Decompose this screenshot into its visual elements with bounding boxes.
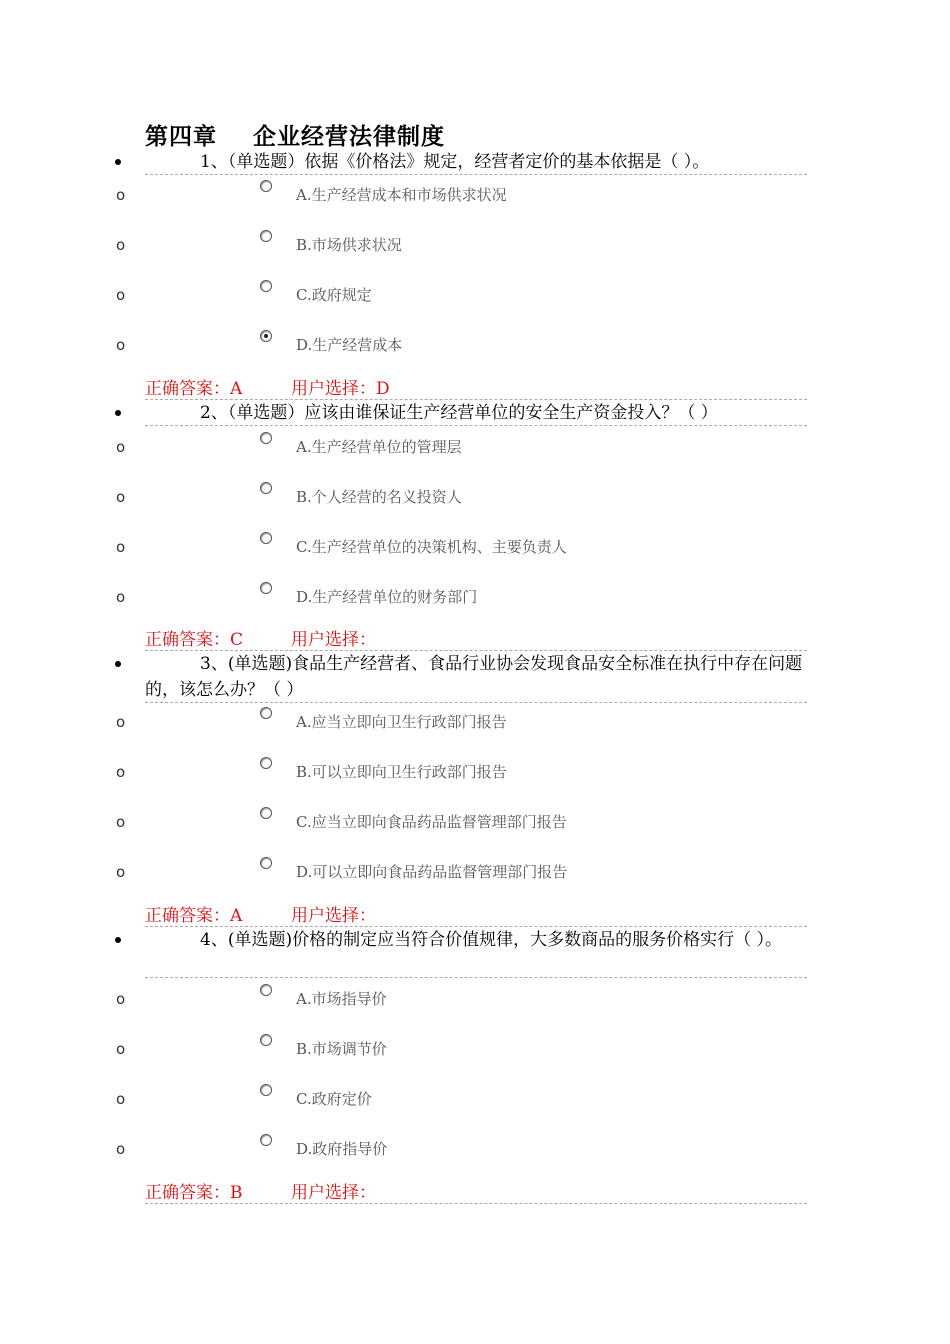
question-text (145, 149, 810, 175)
radio-option-d[interactable] (260, 857, 272, 869)
bullet-marker (115, 159, 121, 165)
radio-option-c[interactable] (260, 1084, 272, 1096)
option-label: A.市场指导价 (296, 990, 387, 1008)
option-label: D.政府指导价 (296, 1140, 388, 1158)
bullet-marker (115, 661, 121, 667)
question-text (145, 651, 810, 703)
radio-option-b[interactable] (260, 757, 272, 769)
sub-list-marker: o (116, 336, 126, 354)
sub-list-marker: o (116, 538, 126, 556)
question-text (145, 927, 810, 953)
option-label: D.生产经营成本 (296, 336, 403, 354)
dashed-divider (145, 425, 807, 426)
radio-option-b[interactable] (260, 1034, 272, 1046)
correct-answer: 正确答案：B (145, 1183, 243, 1203)
user-choice: 用户选择： (291, 630, 376, 650)
user-choice: 用户选择： (291, 906, 376, 926)
sub-list-marker: o (116, 186, 126, 204)
sub-list-marker: o (116, 1090, 126, 1108)
sub-list-marker: o (116, 713, 126, 731)
option-label: C.生产经营单位的决策机构、主要负责人 (296, 538, 567, 556)
option-label: A.生产经营单位的管理层 (296, 438, 462, 456)
dashed-divider (145, 174, 807, 175)
chapter-title: 第四章 企业经营法律制度 (145, 123, 446, 150)
sub-list-marker: o (116, 236, 126, 254)
question-text-content: 4、(单选题)价格的制定应当符合价值规律，大多数商品的服务价格实行（ ）。 (200, 930, 782, 950)
answer-line (145, 374, 390, 399)
user-choice: 用户选择： (291, 1183, 376, 1203)
sub-list-marker: o (116, 990, 126, 1008)
sub-list-marker: o (116, 863, 126, 881)
radio-option-c[interactable] (260, 280, 272, 292)
radio-option-c[interactable] (260, 532, 272, 544)
question-text-content: 2、（单选题）应该由谁保证生产经营单位的安全生产资金投入？（ ） (200, 403, 718, 423)
radio-option-d[interactable] (260, 582, 272, 594)
sub-list-marker: o (116, 488, 126, 506)
question-text-content: 1、（单选题）依据《价格法》规定，经营者定价的基本依据是（ ）。 (200, 152, 710, 172)
question-text (145, 400, 810, 426)
option-label: C.政府定价 (296, 1090, 372, 1108)
radio-option-a[interactable] (260, 432, 272, 444)
option-label: A.应当立即向卫生行政部门报告 (296, 713, 507, 731)
radio-option-d[interactable] (260, 1134, 272, 1146)
radio-selected-dot (264, 334, 268, 338)
user-choice: 用户选择：D (291, 379, 390, 399)
sub-list-marker: o (116, 286, 126, 304)
dashed-divider (145, 1203, 807, 1204)
radio-option-a[interactable] (260, 180, 272, 192)
bullet-marker (115, 937, 121, 943)
option-label: C.应当立即向食品药品监督管理部门报告 (296, 813, 567, 831)
radio-option-b[interactable] (260, 482, 272, 494)
option-label: A.生产经营成本和市场供求状况 (296, 186, 507, 204)
question-text-content: 3、(单选题)食品生产经营者、食品行业协会发现食品安全标准在执行中存在问题的，该怎么办？（ ） (145, 654, 803, 700)
option-label: C.政府规定 (296, 286, 372, 304)
answer-line (145, 1178, 376, 1203)
answer-line (145, 901, 376, 926)
radio-option-c[interactable] (260, 807, 272, 819)
option-label: B.市场调节价 (296, 1040, 387, 1058)
correct-answer: 正确答案：C (145, 630, 244, 650)
radio-option-a[interactable] (260, 707, 272, 719)
sub-list-marker: o (116, 588, 126, 606)
option-label: B.个人经营的名义投资人 (296, 488, 462, 506)
dashed-divider (145, 702, 807, 703)
dashed-divider (145, 977, 807, 978)
option-label: B.可以立即向卫生行政部门报告 (296, 763, 507, 781)
option-label: D.可以立即向食品药品监督管理部门报告 (296, 863, 568, 881)
sub-list-marker: o (116, 813, 126, 831)
radio-option-a[interactable] (260, 984, 272, 996)
sub-list-marker: o (116, 1040, 126, 1058)
answer-line (145, 625, 376, 650)
radio-option-d[interactable] (260, 330, 272, 342)
option-label: D.生产经营单位的财务部门 (296, 588, 478, 606)
sub-list-marker: o (116, 438, 126, 456)
correct-answer: 正确答案：A (145, 906, 243, 926)
sub-list-marker: o (116, 763, 126, 781)
option-label: B.市场供求状况 (296, 236, 402, 254)
bullet-marker (115, 410, 121, 416)
sub-list-marker: o (116, 1140, 126, 1158)
radio-option-b[interactable] (260, 230, 272, 242)
correct-answer: 正确答案：A (145, 379, 243, 399)
